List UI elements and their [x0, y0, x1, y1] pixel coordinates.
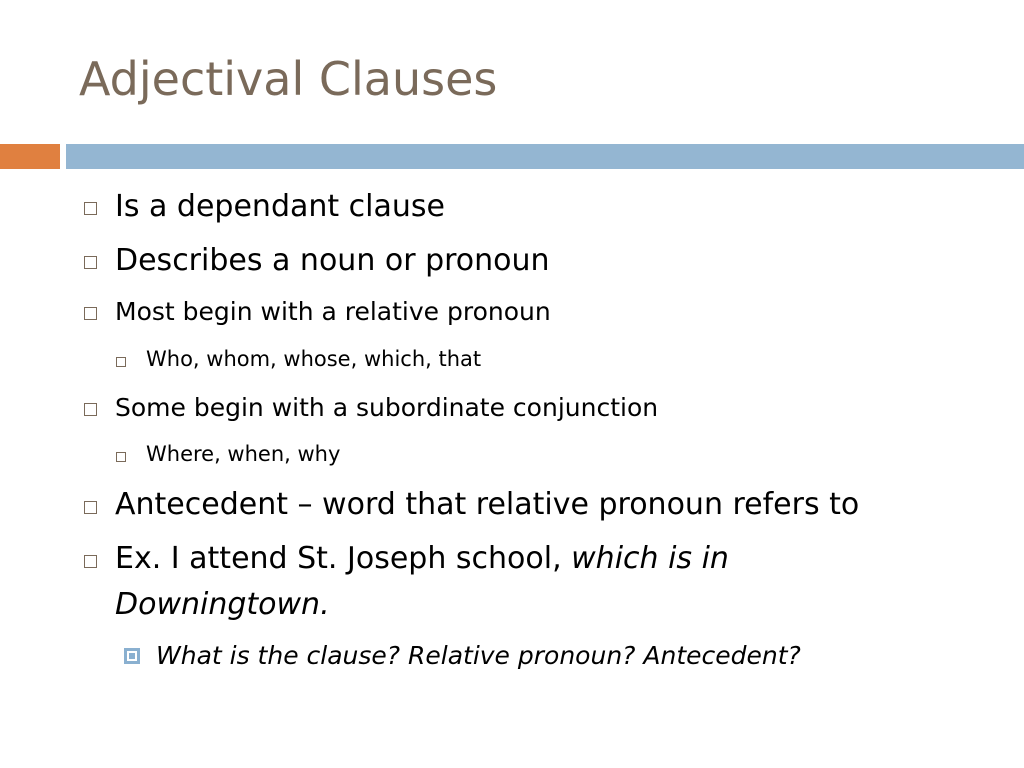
hollow-square-icon — [84, 501, 97, 514]
bullet-text: Antecedent – word that relative pronoun refers to — [115, 487, 860, 522]
hollow-square-icon — [84, 256, 97, 269]
bullet-text — [115, 541, 729, 576]
hollow-square-icon — [84, 555, 97, 568]
bullet-text-plain: Ex. I attend St. Joseph school, — [115, 541, 572, 576]
bullet-text-italic-line2: Downingtown. — [115, 587, 330, 622]
slide-title: Adjectival Clauses — [79, 52, 498, 106]
bullet-text: Describes a noun or pronoun — [115, 243, 550, 278]
sub-bullet-text: Who, whom, whose, which, that — [146, 347, 482, 371]
bullet-text: Most begin with a relative pronoun — [115, 297, 551, 326]
filled-square-icon — [124, 648, 140, 664]
sub-bullet-text: Where, when, why — [146, 442, 341, 466]
sub-bullet-text: What is the clause? Relative pronoun? Antecedent? — [156, 641, 801, 670]
hollow-square-icon — [84, 202, 97, 215]
hollow-square-icon — [84, 403, 97, 416]
hollow-square-icon — [116, 452, 126, 462]
bullet-text-italic: which is in — [571, 541, 729, 576]
hollow-square-icon — [116, 357, 126, 367]
bullet-text: Some begin with a subordinate conjunction — [115, 393, 659, 422]
bullet-text: Is a dependant clause — [115, 189, 445, 224]
hollow-square-icon — [84, 307, 97, 320]
